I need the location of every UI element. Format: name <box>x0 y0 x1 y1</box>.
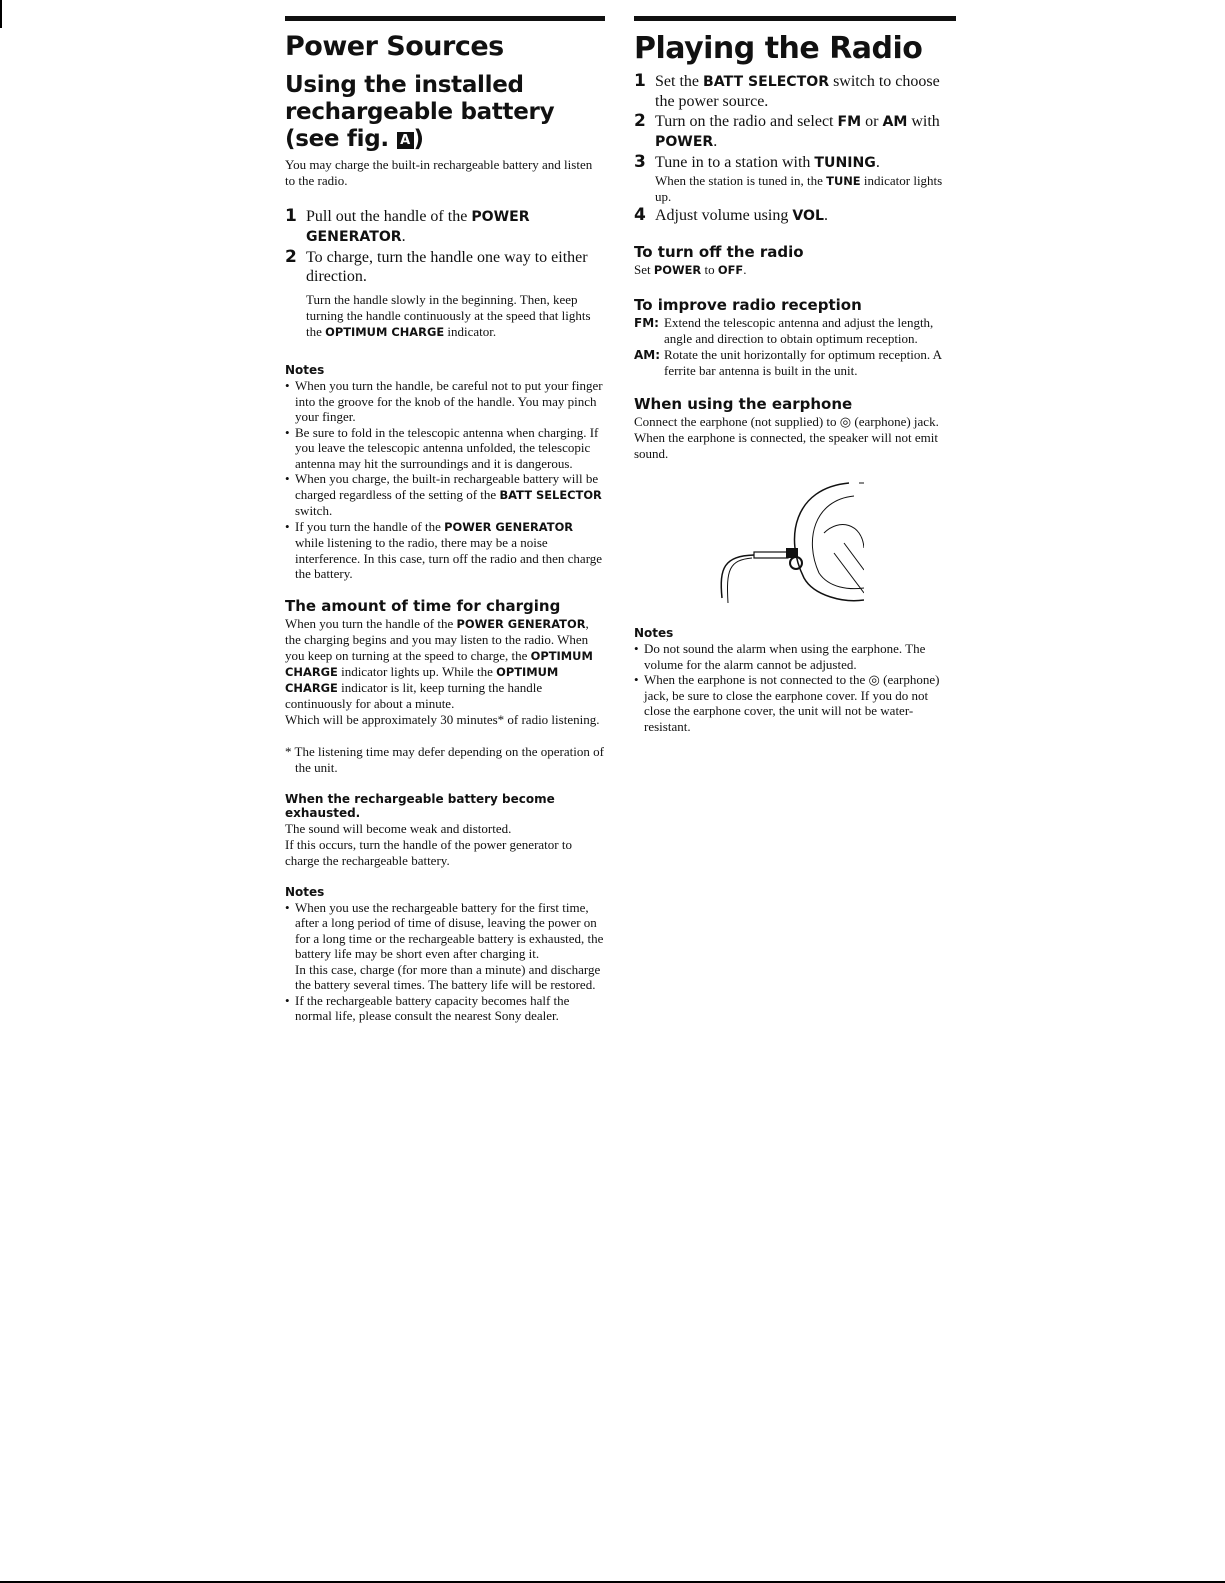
intro-text: You may charge the built-in rechargeable battery and listen to the radio. <box>285 157 593 188</box>
note-item: • When you turn the handle, be careful not to put your finger into the groove for the knob of the handle. You may pinch your finger. <box>285 378 605 425</box>
footnote: * The listening time may defer depending on the operation of the unit. <box>285 743 604 775</box>
charging-steps <box>285 207 605 340</box>
charging-time-heading: The amount of time for charging <box>285 596 561 615</box>
step-2: 2 Turn on the radio and select FM or AM with POWER. <box>634 111 940 150</box>
step-1: 1 Set the BATT SELECTOR switch to choose the power source. <box>634 71 940 110</box>
earphone-text-2: When the earphone is connected, the speaker will not emit sound. <box>634 430 938 461</box>
earphone-icon: ◎ <box>839 414 852 429</box>
fm-tip: FM: Extend the telescopic antenna and adjust the length, angle and direction to obtain optimum reception. <box>634 315 934 346</box>
step-2-note: Turn the handle slowly in the beginning. Then, keep turning the handle continuously at the speed that lights the OPTIMUM CHARGE indicator. <box>306 292 591 339</box>
note-item: • Be sure to fold in the telescopic antenna when charging. If you leave the telescopic antenna unfolded, the telescopic antenna may hit the surroundings and it is dangerous. <box>285 425 605 472</box>
left-column <box>285 16 605 1024</box>
charging-time-text: When you turn the handle of the POWER GENERATOR, the charging begins and you may listen to the radio. When you keep on turning at the speed to charge, the OPTIMUM CHARGE indicator lights up. While the OPTIMUM CHARGE indicator is lit, keep turning the handle continuously for about a minute. <box>285 615 593 711</box>
note-item: • When you use the rechargeable battery for the first time, after a long period of time of disuse, leaving the power on for a long time or the rechargeable battery is exhausted, the battery life may be short even after charging it. In this case, charge (for more than a minute) and discharge the battery several times. The battery life will be restored. <box>285 900 605 993</box>
turn-off-text: Set POWER to OFF. <box>634 262 747 277</box>
am-tip: AM: Rotate the unit horizontally for optimum reception. A ferrite bar antenna is built in the unit. <box>634 347 942 378</box>
notes-heading: Notes <box>634 626 674 640</box>
step-3: 3 Tune in to a station with TUNING. When the station is tuned in, the TUNE indicator lights up. <box>634 153 956 205</box>
top-rule <box>285 16 605 21</box>
step-2: 2 To charge, turn the handle one way to either direction. Turn the handle slowly in the beginning. Then, keep turning the handle continuously at the speed that lights the OPTIMUM CHARGE indicator. <box>285 248 605 340</box>
step-3-note: When the station is tuned in, the TUNE indicator lights up. <box>655 173 943 204</box>
right-column <box>634 16 956 734</box>
notes-list <box>285 378 605 582</box>
note-item: • When the earphone is not connected to the ◎ (earphone) jack, be sure to close the earphone cover. If you do not close the earphone cover, the unit will not be water-resistant. <box>634 672 956 734</box>
earphone-icon: ◎ <box>868 672 880 687</box>
notes-list <box>285 900 605 1024</box>
fig-a-icon: A <box>397 132 414 149</box>
section-title: Using the installed rechargeable battery (see fig. A ) <box>285 72 555 152</box>
listening-time-text: Which will be approximately 30 minutes* of radio listening. <box>285 711 600 727</box>
notes-heading: Notes <box>285 884 325 899</box>
top-rule <box>634 16 956 21</box>
step-1: 1 Pull out the handle of the POWER GENERATOR. <box>285 206 530 245</box>
note-item: • When you charge, the built-in rechargeable battery will be charged regardless of the setting of the BATT SELECTOR switch. <box>285 471 605 519</box>
notes-list <box>634 641 956 734</box>
exhausted-heading: When the rechargeable battery become exhausted. <box>285 791 555 820</box>
scan-edge-mark <box>0 0 2 28</box>
turn-off-heading: To turn off the radio <box>634 243 804 261</box>
page-title: Playing the Radio <box>634 31 923 66</box>
note-item: • Do not sound the alarm when using the earphone. The volume for the alarm cannot be adjusted. <box>634 641 956 672</box>
step-4: 4 Adjust volume using VOL. <box>634 205 828 225</box>
earphone-heading: When using the earphone <box>634 395 853 413</box>
note-item: • If you turn the handle of the POWER GENERATOR while listening to the radio, there may be a noise interference. In this case, turn off the radio and then charge the battery. <box>285 519 605 582</box>
reception-heading: To improve radio reception <box>634 296 862 314</box>
exhausted-text-2: If this occurs, turn the handle of the power generator to charge the rechargeable battery. <box>285 836 572 868</box>
earphone-text-1: Connect the earphone (not supplied) to ◎ (earphone) jack. <box>634 414 939 429</box>
exhausted-text-1: The sound will become weak and distorted. <box>285 820 512 836</box>
radio-steps <box>634 72 956 226</box>
page-title: Power Sources <box>285 31 504 62</box>
notes-heading: Notes <box>285 363 325 377</box>
note-item: • If the rechargeable battery capacity becomes half the normal life, please consult the nearest Sony dealer. <box>285 993 605 1024</box>
earphone-illustration <box>674 478 864 613</box>
